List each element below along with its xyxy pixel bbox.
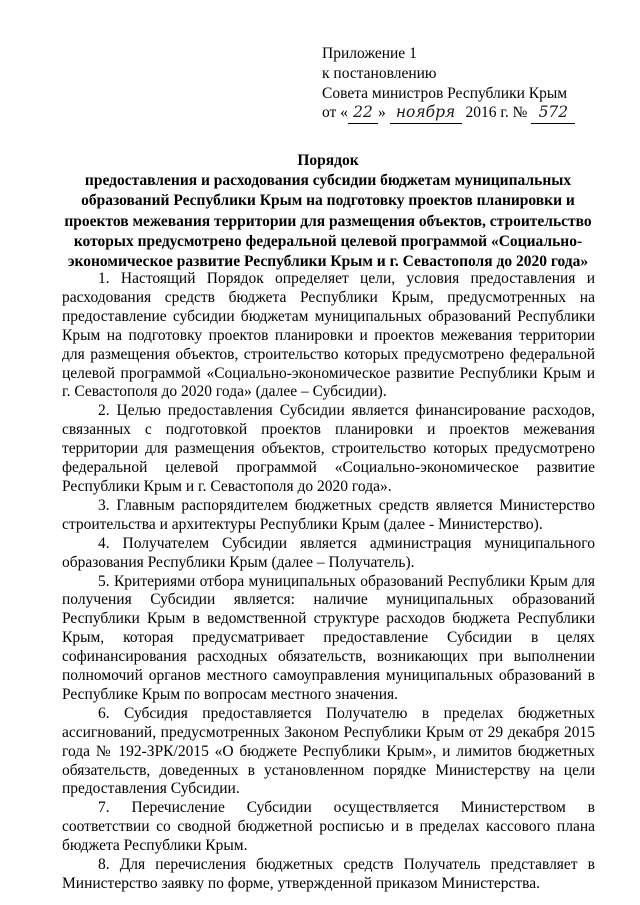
appendix-resolution-ref: к постановлению: [322, 64, 437, 82]
paragraph: 1. Настоящий Порядок определяет цели, условия предоставления и расходования средств бюджета Республики Крым, предусмотренных на предоставление субсидии бюджетам муниципальных образований Республики Крым на подготовку проектов планировки и проектов межевания территории для размещения объектов, строительство которых предусмотрено федеральной целевой программой «Социально-экономическое развитие Республики Крым и г. Севастополя до 2020 года» (далее – Субсидии).: [62, 270, 595, 401]
document-body: [62, 270, 595, 894]
appendix-label: Приложение 1: [322, 45, 417, 62]
paragraph: 8. Для перечисления бюджетных средств Получатель представляет в Министерство заявку по форме, утвержденной приказом Министерства.: [62, 856, 595, 892]
handwritten-number: 572: [531, 103, 575, 124]
title-heading: Порядок: [297, 152, 359, 169]
date-prefix: от «: [322, 104, 348, 122]
paragraph: 2. Целью предоставления Субсидии является финансирование расходов, связанных с подготовкой проектов планировки и проектов межевания территории для размещения объектов, строительство которых предусмотрено федеральной целевой программой «Социально-экономическое развитие Республики Крым и г. Севастополя до 2020 года».: [62, 402, 595, 495]
title-line: образований Республики Крым на подготовку проектов планировки и: [81, 192, 575, 210]
date-sep: »: [377, 104, 386, 122]
title-line: проектов межевания территории для размещения объектов, строительство: [64, 212, 592, 230]
appendix-date-line: [322, 103, 575, 124]
title-line: предоставления и расходования субсидии бюджетам муниципальных: [84, 172, 572, 190]
paragraph: 5. Критериями отбора муниципальных образований Республики Крым для получения Субсидии является: наличие муниципальных образований Республики Крым в ведомственной структуре расходов бюджета Республики Крым, которая предусматривает предоставление Субсидии в целях софинансирования расходных обязательств, возникающих при выполнении полномочий органов местного самоуправления муниципальных образований в Республике Крым по вопросам местного значения.: [62, 572, 595, 703]
title-line: которых предусмотрено федеральной целевой программой «Социально-: [73, 232, 583, 250]
paragraph: 7. Перечисление Субсидии осуществляется Министерством в соответствии со сводной бюджетной росписью и в пределах кассового плана бюджета Республики Крым.: [62, 799, 595, 855]
paragraph: 3. Главным распорядителем бюджетных средств является Министерство строительства и архитектуры Республики Крым (далее - Министерство).: [62, 496, 595, 533]
handwritten-month: ноября: [390, 103, 462, 124]
year-and-number-label: 2016 г. №: [465, 104, 528, 122]
title-line: экономическое развитие Республики Крым и г. Севастополя до 2020 года»: [67, 253, 589, 271]
appendix-block: [322, 44, 575, 124]
document-title: [58, 151, 598, 272]
appendix-council: Совета министров Республики Крым: [322, 84, 568, 102]
paragraph: 4. Получателем Субсидии является администрация муниципального образования Республики Крым (далее – Получатель).: [62, 534, 595, 571]
paragraph: 6. Субсидия предоставляется Получателю в пределах бюджетных ассигнований, предусмотренных Законом Республики Крым от 29 декабря 2015 года № 192-ЗРК/2015 «О бюджете Республики Крым», и лимитов бюджетных обязательств, доведенных в установленном порядке Министерству на цели предоставления Субсидии.: [62, 704, 595, 798]
handwritten-day: 22: [348, 103, 378, 124]
